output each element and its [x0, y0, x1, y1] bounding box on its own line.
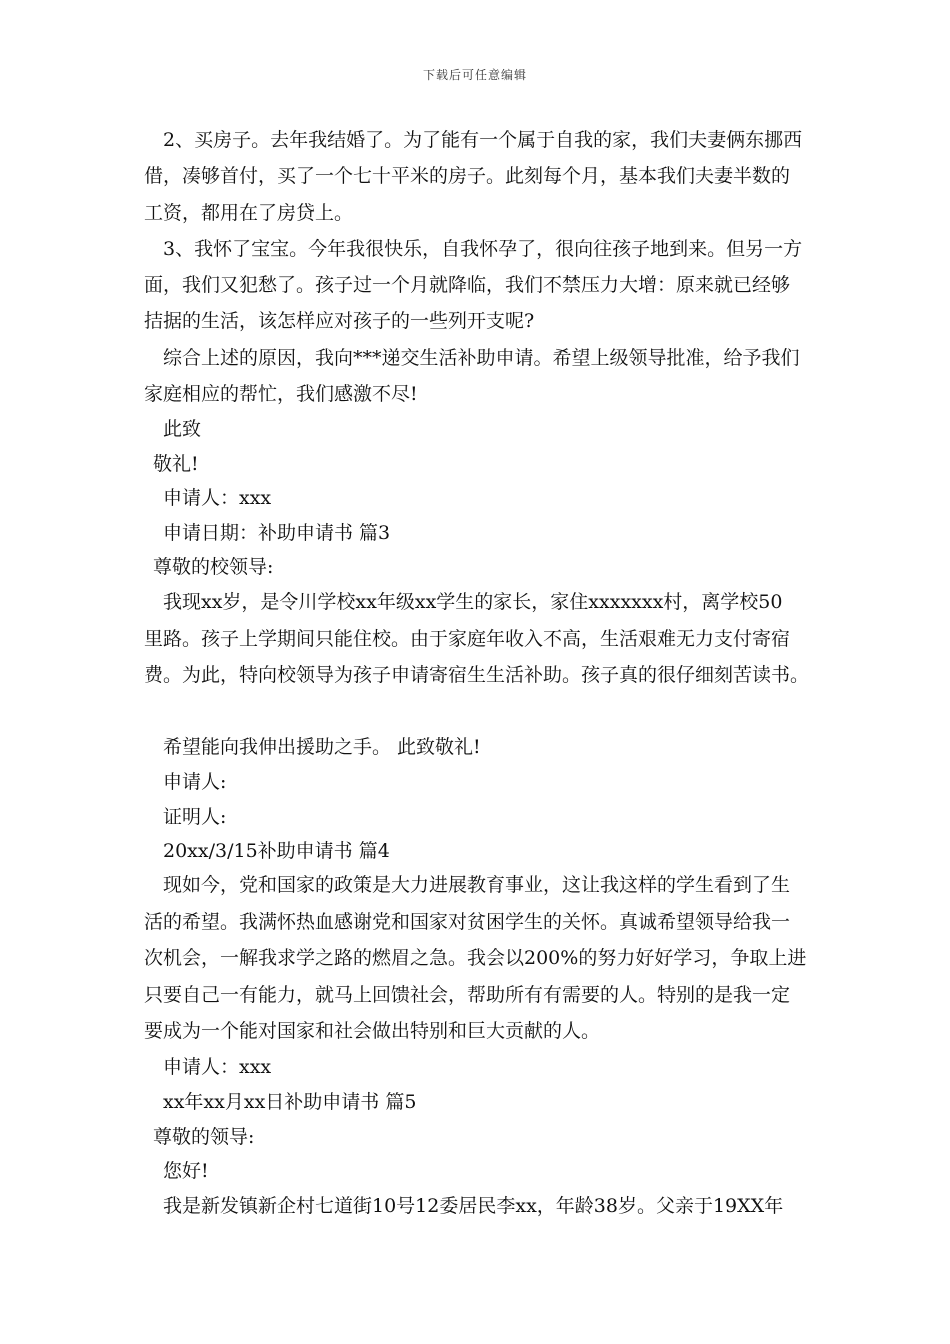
paragraph-line: 我现xx岁，是令川学校xx年级xx学生的家长，家住xxxxxxx村，离学校50	[163, 591, 783, 613]
section-title: 申请日期：补助申请书 篇3	[163, 522, 391, 544]
witness-line: 证明人:	[163, 806, 227, 828]
page-header: 下载后可任意编辑	[422, 68, 527, 82]
paragraph-line: 要成为一个能对国家和社会做出特别和巨大贡献的人。	[144, 1020, 601, 1042]
paragraph-line: 活的希望。我满怀热血感谢党和国家对贫困学生的关怀。真诚希望领导给我一	[144, 911, 791, 933]
paragraph-line: 综合上述的原因，我向***递交生活补助申请。希望上级领导批准，给予我们	[163, 347, 800, 369]
paragraph-line: 费。为此，特向校领导为孩子申请寄宿生生活补助。孩子真的很仔细刻苦读书。	[144, 664, 810, 686]
paragraph-line: 拮据的生活，该怎样应对孩子的一些列开支呢?	[144, 310, 535, 332]
paragraph-line: 里路。孩子上学期间只能住校。由于家庭年收入不高，生活艰难无力支付寄宿	[144, 628, 791, 650]
salutation: 尊敬的领导:	[153, 1126, 255, 1148]
paragraph-line: 现如今，党和国家的政策是大力进展教育事业，这让我这样的学生看到了生	[163, 874, 791, 896]
paragraph-line: 2、买房子。去年我结婚了。为了能有一个属于自我的家，我们夫妻俩东挪西	[163, 129, 803, 151]
paragraph-line: 面，我们又犯愁了。孩子过一个月就降临，我们不禁压力大增：原来就已经够	[144, 274, 791, 296]
closing-line: 敬礼!	[153, 453, 199, 475]
applicant-line: 申请人：xxx	[163, 1056, 272, 1078]
applicant-line: 申请人:	[163, 771, 227, 793]
greeting: 您好!	[163, 1160, 209, 1182]
paragraph-line: 借，凑够首付，买了一个七十平米的房子。此刻每个月，基本我们夫妻半数的	[144, 165, 791, 187]
paragraph-line: 我是新发镇新企村七道街10号12委居民李xx，年龄38岁。父亲于19XX年	[163, 1195, 784, 1217]
paragraph-line: 工资，都用在了房贷上。	[144, 202, 354, 224]
applicant-line: 申请人：xxx	[163, 487, 272, 509]
paragraph-line: 次机会，一解我求学之路的燃眉之急。我会以200%的努力好好学习，争取上进	[144, 947, 807, 969]
section-title: 20xx/3/15补助申请书 篇4	[163, 840, 390, 862]
salutation: 尊敬的校领导:	[153, 556, 274, 578]
paragraph-line: 3、我怀了宝宝。今年我很快乐，自我怀孕了，很向往孩子地到来。但另一方	[163, 238, 803, 260]
paragraph-line: 只要自己一有能力，就马上回馈社会，帮助所有有需要的人。特别的是我一定	[144, 984, 791, 1006]
closing-line: 此致	[163, 418, 202, 440]
paragraph-line: 希望能向我伸出援助之手。 此致敬礼!	[163, 736, 481, 758]
section-title: xx年xx月xx日补助申请书 篇5	[163, 1091, 417, 1113]
paragraph-line: 家庭相应的帮忙，我们感激不尽!	[144, 383, 418, 405]
